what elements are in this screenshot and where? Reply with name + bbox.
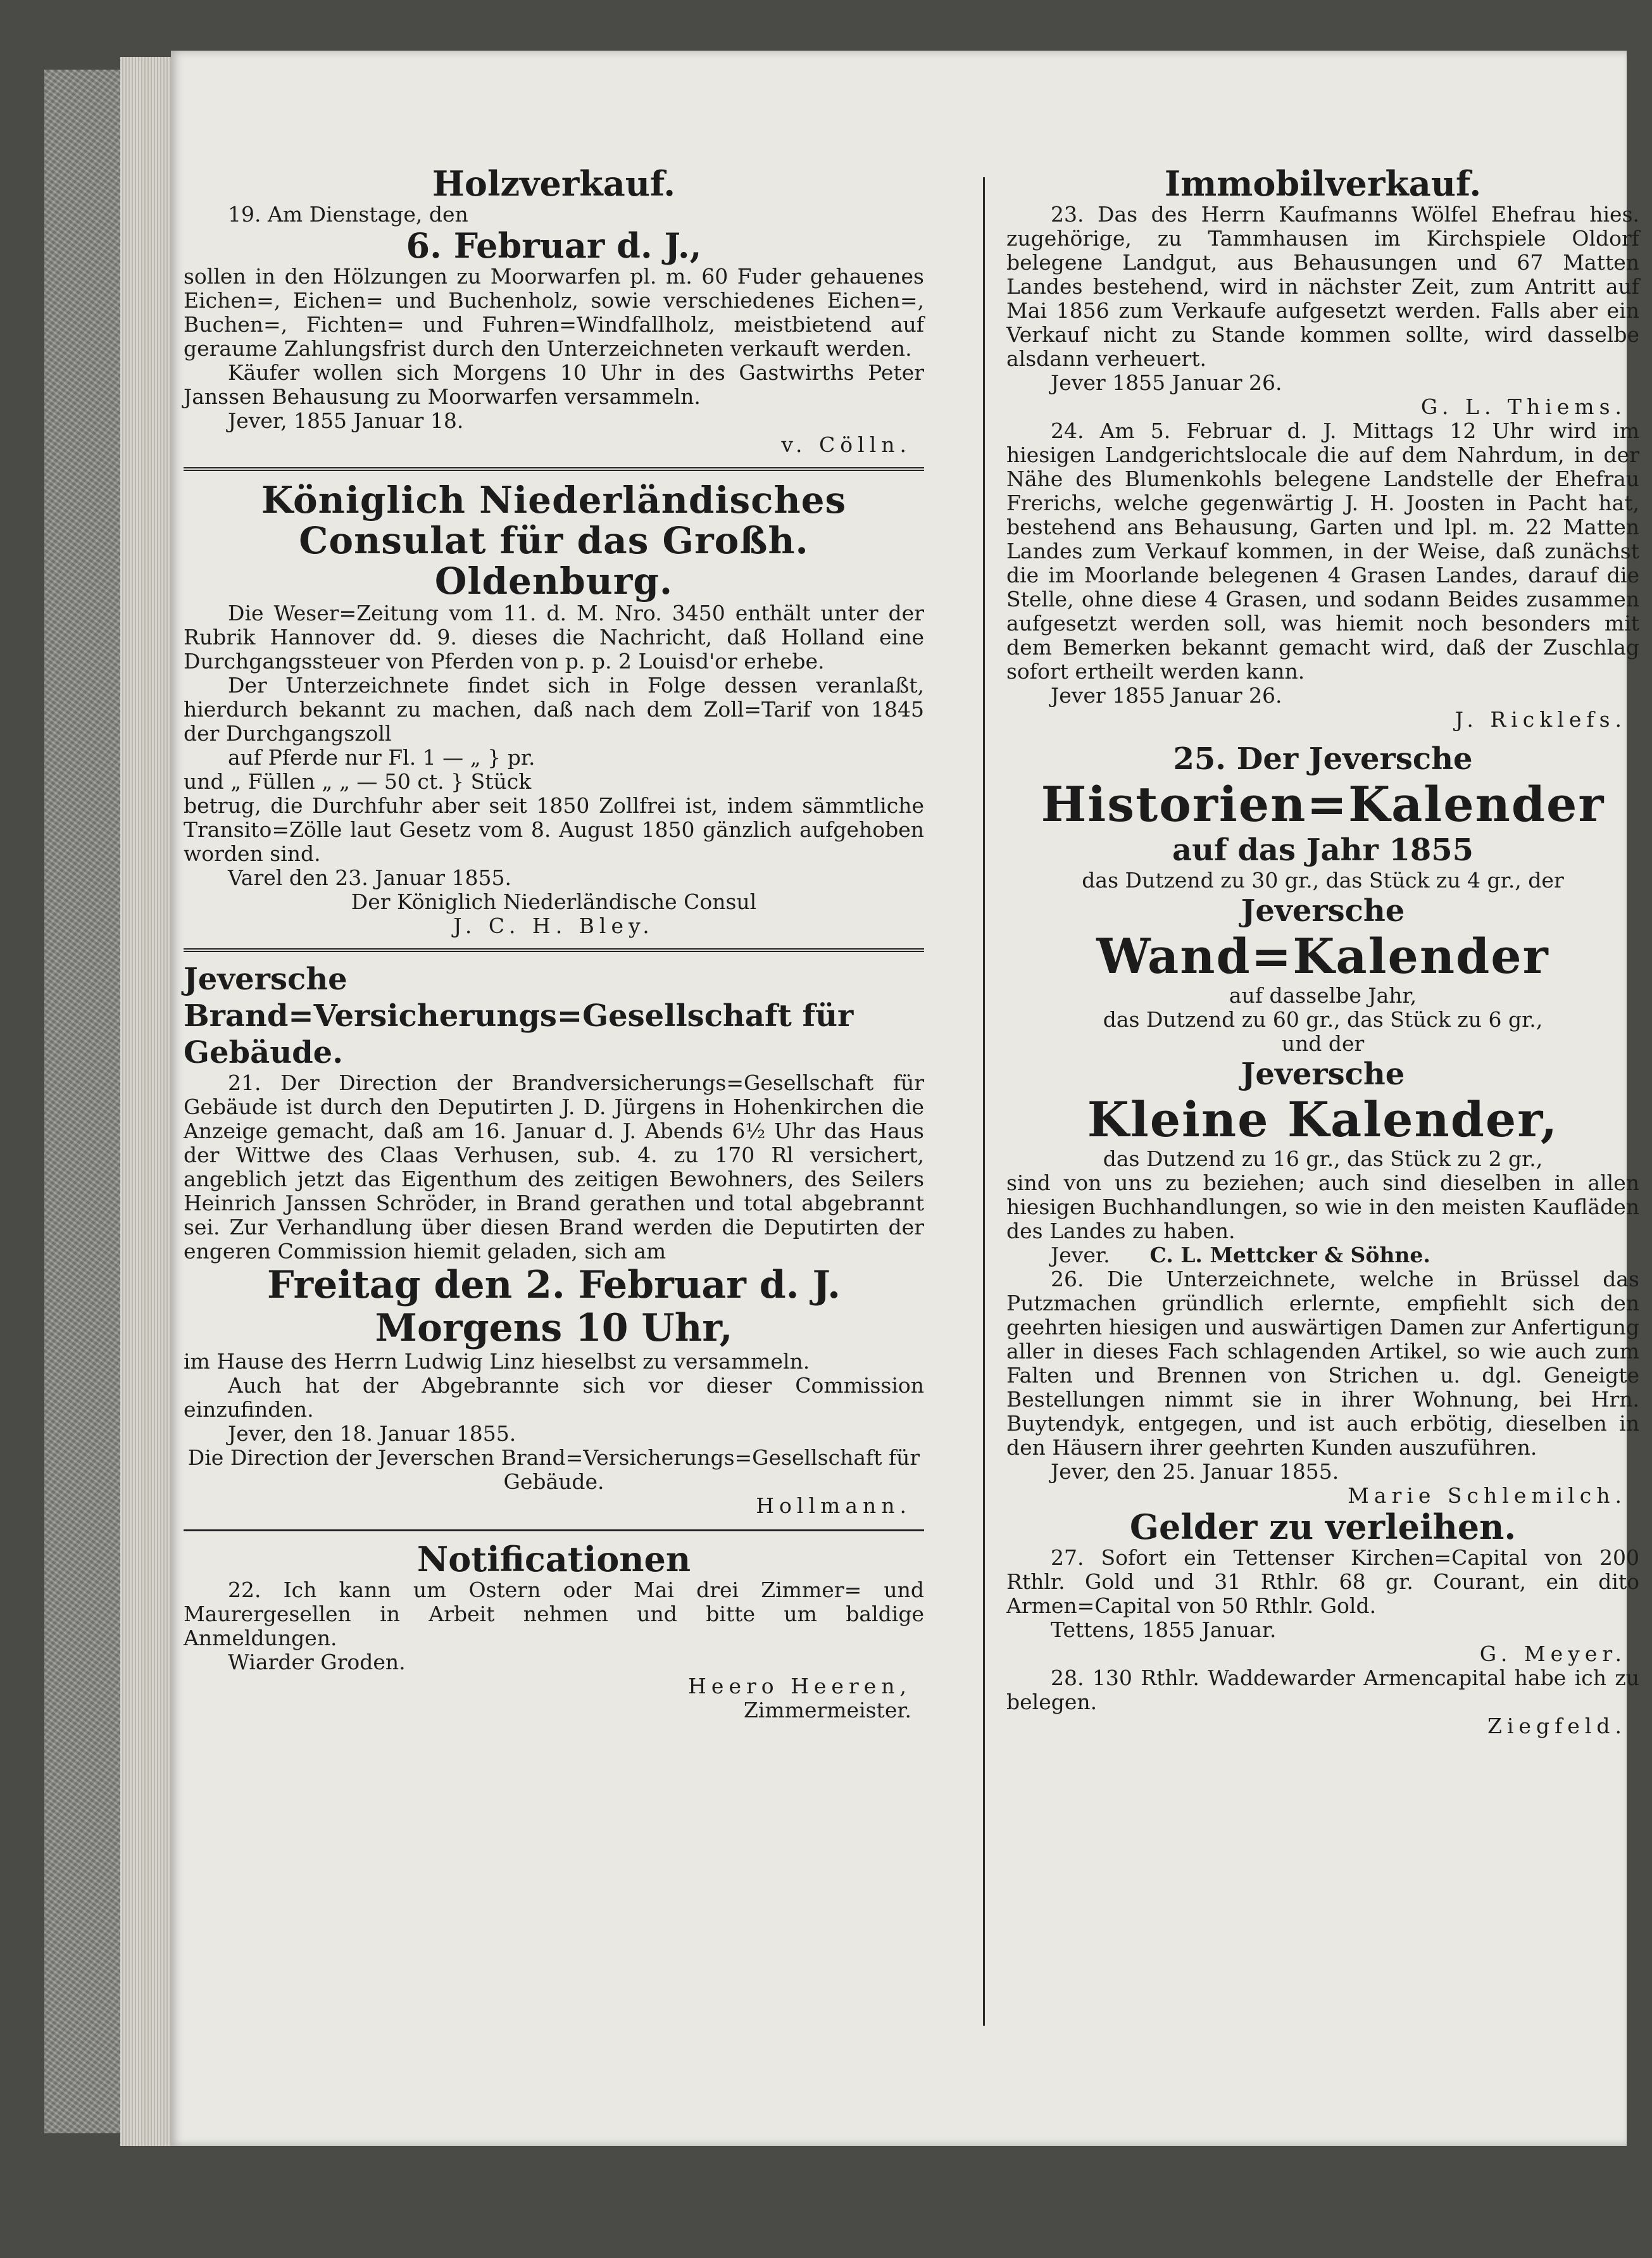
heading-immobilverkauf: Immobilverkauf. <box>1164 163 1482 204</box>
ad25-price2: das Dutzend zu 60 gr., das Stück zu 6 gr., <box>1103 1007 1543 1032</box>
ad25-jeversche-2: Jeversche <box>1241 893 1405 929</box>
ad26-body: 26. Die Unterzeichnete, welche in Brüssel das Putzmachen gründlich erlernte, empfiehlt sich den geehrten hiesigen und auswärtigen Damen zur Anfertigung aller in dieses Fach schlagenden Artikel, so wie auch zum Falten und Brennen von Strichen u. dgl. Geneigte Bestellungen nimmt sie in ihrer Wohnung, bei Hrn. Buytendyk, entgegen, und ist auch erbötig, dieselben in den Häusern ihrer geehrten Kunden auszuführen. <box>1006 1267 1639 1460</box>
heading-holzverkauf: Holzverkauf. <box>432 163 676 204</box>
ad21-time: Morgens 10 Uhr, <box>375 1306 733 1350</box>
ad-gelder <box>1006 1508 1639 1666</box>
ad24-body: 24. Am 5. Februar d. J. Mittags 12 Uhr wird im hiesigen Landgerichtslocale die auf dem Nahrdum, in der Nähe des Blumenkohls belegene Landstelle der Ehefrau Frerichs, welche gegenwärtig J. H. Joosten in Pacht hat, bestehend ans Behausung, Garten und lpl. m. 22 Matten Landes zum Verkauf kommen, in der Weise, daß zunächst die im Moorlande belegenen 4 Grasen Landes, darauf die Stelle, ohne diese 4 Grasen, und sodann Beides zusammen aufgesetzt werden soll, was hiemit noch besonders mit dem Bemerken bekannt gemacht wird, daß der Zuschlag sofort ertheilt werden kann. <box>1006 418 1639 684</box>
consulat-tariff-1: auf Pferde nur Fl. 1 — „ } pr. <box>228 745 535 770</box>
heading-notificationen: Notificationen <box>416 1539 691 1579</box>
consulat-body1: Die Weser=Zeitung vom 11. d. M. Nro. 3450 enthält unter der Rubrik Hannover dd. 9. dieses die Nachricht, daß Holland eine Durchgangssteuer von Pferden von p. p. 2 Louisd'or erhebe. <box>184 601 924 674</box>
ad25-line1 <box>1006 741 1639 777</box>
ad25-number: 25. <box>1173 741 1226 777</box>
ad19-date: 6. Februar d. J., <box>406 225 702 266</box>
ad21-direction: Die Direction der Jeverschen Brand=Versicherungs=Gesellschaft für Gebäude. <box>187 1445 920 1494</box>
ad-holzverkauf <box>184 165 924 457</box>
ad24-place: Jever 1855 Januar 26. <box>1051 683 1282 708</box>
left-column <box>184 165 924 1722</box>
ad-kalender <box>1006 741 1639 1267</box>
ad25-title: Der Jeversche <box>1236 741 1473 777</box>
ad23-signature: G. L. Thiems. <box>1420 394 1627 419</box>
ad24-signature: J. Ricklefs. <box>1455 707 1627 732</box>
ad27-body: 27. Sofort ein Tettenser Kirchen=Capital von 200 Rthlr. Gold und 31 Rthlr. 68 gr. Courant, ein dito Armen=Capital von 50 Rthlr. Gold. <box>1006 1545 1639 1618</box>
heading-gelder: Gelder zu verleihen. <box>1129 1507 1517 1547</box>
ad22-title: Zimmermeister. <box>743 1698 911 1722</box>
ad21-place: Jever, den 18. Januar 1855. <box>228 1421 516 1446</box>
ad25-place: Jever. <box>1051 1243 1110 1267</box>
ad28-body: 28. 130 Rthlr. Waddewarder Armencapital habe ich zu belegen. <box>1006 1665 1639 1714</box>
separator <box>184 948 924 952</box>
ad23-body: 23. Das des Herrn Kaufmanns Wölfel Ehefrau hies. zugehörige, zu Tammhausen im Kirchspiele Oldorf belegene Landgut, aus Behausungen und 67 Matten Landes bestehend, wird in nächster Zeit, zum Antritt auf Mai 1856 zum Verkaufe aufgesetzt werden. Falls aber ein Verkauf nicht zu Stande kommen sollte, wird dasselbe alsdann verheuert. <box>1006 202 1639 371</box>
ad25-und-der: und der <box>1281 1031 1365 1056</box>
ad21-date: Freitag den 2. Februar d. J. <box>266 1263 841 1307</box>
ad-consulat <box>184 480 924 938</box>
ad-notificationen <box>184 1540 924 1722</box>
ad25-body: sind von uns zu beziehen; auch sind dieselben in allen hiesigen Buchhandlungen, so wie in den meisten Kaufläden des Landes zu haben. <box>1006 1170 1639 1243</box>
right-column <box>1006 165 1639 1738</box>
ad22-place: Wiarder Groden. <box>228 1650 406 1674</box>
consulat-place: Varel den 23. Januar 1855. <box>228 865 512 890</box>
ad26-place: Jever, den 25. Januar 1855. <box>1051 1459 1339 1484</box>
ad19-signature: v. Cölln. <box>781 432 911 457</box>
column-divider <box>983 177 985 2026</box>
heading-brandversicherung: Jeversche Brand=Versicherungs=Gesellschaft für Gebäude. <box>184 962 854 1070</box>
separator <box>184 1529 924 1531</box>
ad22-signature: Heero Heeren, <box>688 1674 911 1698</box>
ad25-footer <box>1006 1243 1639 1267</box>
ad25-same-year: auf dasselbe Jahr, <box>1229 983 1417 1008</box>
ad-26 <box>1006 1267 1639 1508</box>
historien-kalender: Historien=Kalender <box>1041 776 1605 832</box>
ad28-signature: Ziegfeld. <box>1487 1714 1627 1738</box>
ad-immobilverkauf <box>1006 165 1639 419</box>
ad21-signature: Hollmann. <box>756 1493 911 1518</box>
ad26-signature: Marie Schlemilch. <box>1348 1483 1627 1508</box>
ad21-body2: im Hause des Herrn Ludwig Linz hieselbst zu versammeln. <box>184 1349 810 1374</box>
ad-24 <box>1006 419 1639 732</box>
ad25-year: auf das Jahr 1855 <box>1172 832 1474 868</box>
ad22-body: 22. Ich kann um Ostern oder Mai drei Zimmer= und Maurergesellen in Arbeit nehmen und bitte um baldige Anmeldungen. <box>184 1577 924 1650</box>
ad27-signature: G. Meyer. <box>1479 1641 1627 1666</box>
wand-kalender: Wand=Kalender <box>1096 928 1549 984</box>
consulat-signature: J. C. H. Bley. <box>453 913 654 938</box>
consulat-title: Der Königlich Niederländische Consul <box>351 889 757 914</box>
ad-28 <box>1006 1666 1639 1738</box>
ad19-intro: 19. Am Dienstage, den <box>228 202 468 227</box>
consulat-body3: betrug, die Durchfuhr aber seit 1850 Zollfrei ist, indem sämmtliche Transito=Zölle laut Gesetz vom 8. August 1850 gänzlich aufgehoben worden sind. <box>184 793 924 866</box>
ad25-price3: das Dutzend zu 16 gr., das Stück zu 2 gr., <box>1103 1146 1543 1171</box>
consulat-body2: Der Unterzeichnete findet sich in Folge dessen veranlaßt, hierdurch bekannt zu machen, daß nach dem Zoll=Tarif von 1845 der Durchgangszoll <box>184 673 924 746</box>
ad19-place: Jever, 1855 Januar 18. <box>228 408 464 433</box>
heading-consulat: Königlich Niederländisches Consulat für das Großh. Oldenburg. <box>261 479 847 603</box>
ad-brandversicherung <box>184 961 924 1518</box>
consulat-tariff-2: und „ Füllen „ „ — 50 ct. } Stück <box>184 769 532 794</box>
ad21-body3: Auch hat der Abgebrannte sich vor dieser Commission einzufinden. <box>184 1373 924 1422</box>
kleine-kalender: Kleine Kalender, <box>1087 1091 1559 1148</box>
ad25-jeversche-3: Jeversche <box>1241 1057 1405 1092</box>
ad19-body2: Käufer wollen sich Morgens 10 Uhr in des Gastwirths Peter Janssen Behausung zu Moorwarfen versammeln. <box>184 360 924 409</box>
ad25-price1: das Dutzend zu 30 gr., das Stück zu 4 gr., der <box>1082 868 1564 893</box>
ad19-body: sollen in den Hölzungen zu Moorwarfen pl. m. 60 Fuder gehauenes Eichen=, Eichen= und Buchenholz, sowie verschiedenes Eichen=, Buchen=, Fichten= und Fuhren=Windfallholz, meistbietend auf geraume Zahlungsfrist durch den Unterzeichneten verkauft werden. <box>184 264 924 361</box>
ad27-place: Tettens, 1855 Januar. <box>1051 1617 1277 1642</box>
ad21-body: 21. Der Direction der Brandversicherungs=Gesellschaft für Gebäude ist durch den Deputirten J. D. Jürgens in Hohenkirchen die Anzeige gemacht, daß am 16. Januar d. J. Abends 6½ Uhr das Haus der Wittwe des Claas Verhusen, sub. 4. zu 170 Rl versichert, angeblich jetzt das Eigenthum des zeitigen Bewohners, des Seilers Heinrich Janssen Schröder, in Brand gerathen und total abgebrannt sei. Zur Verhandlung über diesen Brand werden die Deputirten der engeren Commission hiemit geladen, sich am <box>184 1070 924 1264</box>
ad25-signature: C. L. Mettcker & Söhne. <box>1149 1243 1430 1267</box>
ad23-place: Jever 1855 Januar 26. <box>1051 370 1282 395</box>
separator <box>184 467 924 471</box>
